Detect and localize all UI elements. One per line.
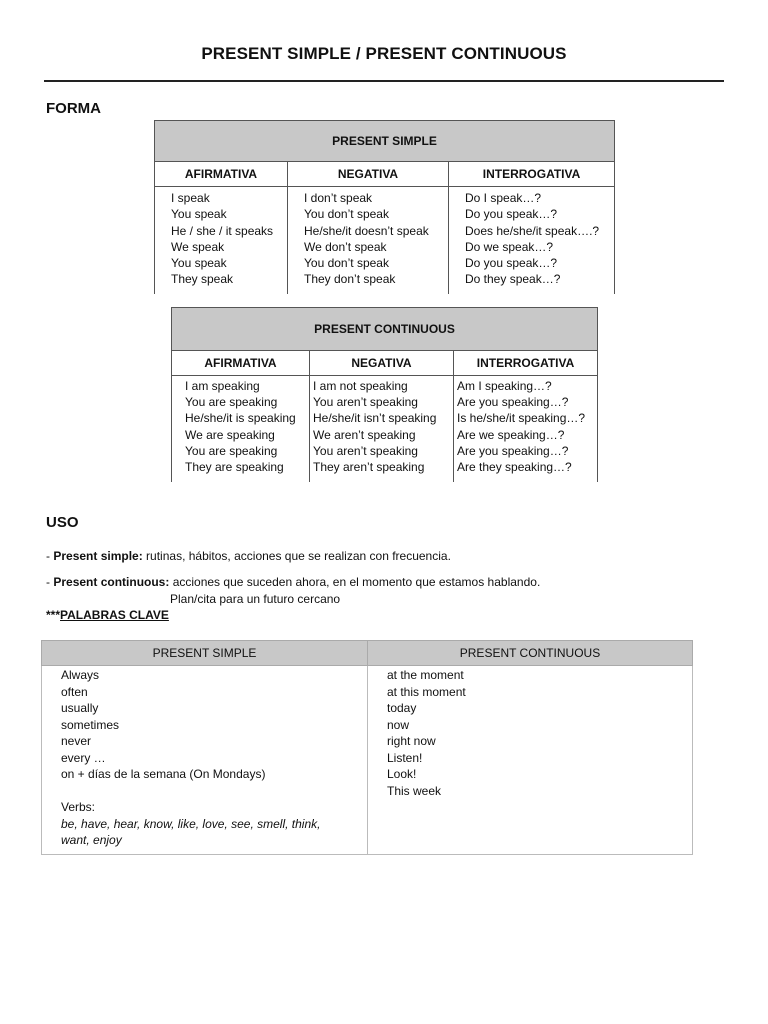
list-item: You speak <box>171 256 227 271</box>
verbs-label: Verbs: <box>61 800 96 814</box>
list-item: I am speaking <box>185 379 260 393</box>
list-item: Do you speak…? <box>465 256 558 271</box>
list-item: You aren’t speaking <box>313 443 418 458</box>
uso-dash: - <box>46 549 54 563</box>
forma-heading: FORMA <box>46 100 101 117</box>
list-item: sometimes <box>61 717 120 732</box>
uso-continuous-label: Present continuous: <box>53 575 170 589</box>
simple-afirmativa-cell <box>155 187 288 295</box>
uso-simple-text: rutinas, hábitos, acciones que se realizan con frecuencia. <box>142 549 451 563</box>
present-continuous-title: PRESENT CONTINUOUS <box>172 308 598 351</box>
uso-continuous-text-2: Plan/cita para un futuro cercano <box>170 592 341 606</box>
list-item: on + días de la semana (On Mondays) <box>61 767 266 781</box>
list-item: I am not speaking <box>313 379 408 393</box>
col-interrogativa: INTERROGATIVA <box>449 162 615 187</box>
keywords-table <box>41 640 693 855</box>
kw-continuous-cell <box>368 666 693 855</box>
continuous-afirmativa-cell <box>172 376 310 483</box>
list-item: They are speaking <box>185 460 284 475</box>
spacer <box>61 783 366 800</box>
list-item: You are speaking <box>185 443 278 458</box>
col-afirmativa: AFIRMATIVA <box>172 351 310 376</box>
list-item: They speak <box>171 272 234 287</box>
list-item: usually <box>61 701 99 715</box>
list-item: today <box>387 701 417 715</box>
list-item: Listen! <box>387 750 423 765</box>
list-item: We aren’t speaking <box>313 427 416 442</box>
continuous-interrogativa-cell <box>454 376 598 483</box>
uso-simple-line <box>46 549 451 563</box>
list-item: They aren’t speaking <box>313 460 425 475</box>
list-item: Is he/she/it speaking…? <box>457 411 586 426</box>
list-item: He/she/it doesn’t speak <box>304 223 429 238</box>
list-item: often <box>61 684 88 699</box>
list-item: They don’t speak <box>304 272 396 287</box>
list-item: Are you speaking…? <box>457 395 569 410</box>
list-item: Are we speaking…? <box>457 427 565 442</box>
list-item: Do you speak…? <box>465 207 558 222</box>
list-item: He/she/it is speaking <box>185 411 296 426</box>
uso-dash: - <box>46 575 54 589</box>
list-item: I don’t speak <box>304 191 373 205</box>
verbs-list-line-2: want, enjoy <box>61 833 122 847</box>
list-item: Do I speak…? <box>465 191 542 205</box>
list-item: We are speaking <box>185 427 275 442</box>
col-negativa: NEGATIVA <box>288 162 449 187</box>
present-continuous-table <box>171 307 598 482</box>
list-item: Always <box>61 668 100 682</box>
list-item: right now <box>387 734 436 748</box>
list-item: He/she/it isn’t speaking <box>313 411 437 426</box>
list-item: every … <box>61 750 106 765</box>
list-item: You aren’t speaking <box>313 395 418 410</box>
simple-negativa-cell <box>288 187 449 295</box>
asterisks: *** <box>46 608 61 622</box>
present-simple-table <box>154 120 615 294</box>
col-interrogativa: INTERROGATIVA <box>454 351 598 376</box>
list-item: Are you speaking…? <box>457 443 569 458</box>
list-item: You don’t speak <box>304 207 389 222</box>
uso-simple-label: Present simple: <box>53 549 143 563</box>
list-item: We don’t speak <box>304 239 387 254</box>
list-item: You speak <box>171 207 227 222</box>
simple-interrogativa-cell <box>449 187 615 295</box>
page-title: PRESENT SIMPLE / PRESENT CONTINUOUS <box>201 44 567 63</box>
kw-header-present-simple: PRESENT SIMPLE <box>42 641 368 666</box>
list-item: at this moment <box>387 684 466 699</box>
present-simple-title: PRESENT SIMPLE <box>155 121 615 162</box>
uso-continuous-text: acciones que suceden ahora, en el momento que estamos hablando. <box>169 575 541 589</box>
list-item: We speak <box>171 239 225 254</box>
palabras-clave-heading <box>46 608 169 622</box>
verbs-list-line-1: be, have, hear, know, like, love, see, smell, think, <box>61 816 321 831</box>
palabras-clave-label: PALABRAS CLAVE <box>60 608 169 622</box>
uso-continuous-line <box>46 575 540 589</box>
list-item: Look! <box>387 767 417 781</box>
continuous-negativa-cell <box>310 376 454 483</box>
list-item: Am I speaking…? <box>457 379 552 393</box>
list-item: He / she / it speaks <box>171 223 274 238</box>
list-item: This week <box>387 783 442 798</box>
col-negativa: NEGATIVA <box>310 351 454 376</box>
list-item: never <box>61 734 92 748</box>
uso-heading: USO <box>46 514 79 531</box>
kw-simple-cell <box>42 666 368 855</box>
list-item: now <box>387 717 410 732</box>
list-item: You are speaking <box>185 395 278 410</box>
list-item: Are they speaking…? <box>457 460 572 475</box>
title-divider <box>44 80 724 82</box>
list-item: Do they speak…? <box>465 272 561 287</box>
list-item: Does he/she/it speak….? <box>465 223 600 238</box>
list-item: at the moment <box>387 668 464 682</box>
list-item: I speak <box>171 191 210 205</box>
kw-header-present-continuous: PRESENT CONTINUOUS <box>368 641 693 666</box>
col-afirmativa: AFIRMATIVA <box>155 162 288 187</box>
list-item: Do we speak…? <box>465 239 554 254</box>
list-item: You don’t speak <box>304 256 389 271</box>
